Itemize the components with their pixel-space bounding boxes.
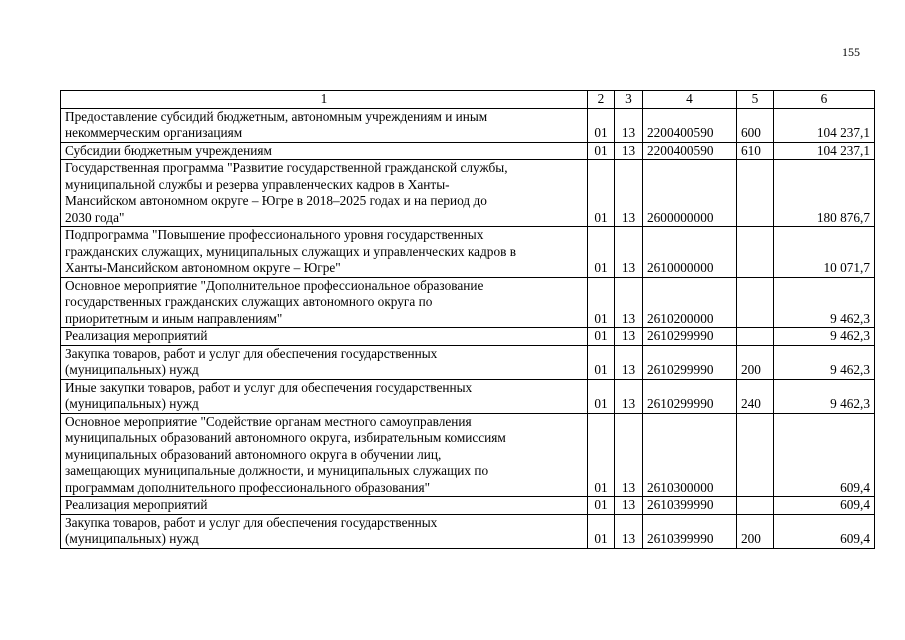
row-name-line: замещающих муниципальные должности, и муниципальных служащих по — [65, 463, 489, 478]
row-name-line: муниципальных образований автономного округа, избирательным комиссиям — [65, 430, 506, 445]
header-cell-subsection: 3 — [615, 91, 643, 109]
table-row — [61, 160, 875, 227]
row-name-line: Закупка товаров, работ и услуг для обеспечения государственных — [65, 345, 438, 361]
row-name-line: Реализация мероприятий — [65, 497, 208, 512]
page-number: 155 — [842, 45, 860, 59]
target-article-cell: 2610300000 — [643, 413, 737, 497]
target-article-cell: 2610399990 — [643, 514, 737, 548]
row-name-line: Мансийском автономном округе – Югре в 2018–2025 годах и на период до — [65, 193, 487, 208]
row-name-cell — [61, 108, 588, 142]
row-name-line: Подпрограмма "Повышение профессионального уровня государственных — [65, 227, 484, 242]
expense-type-cell: 240 — [737, 379, 774, 413]
row-name-cell — [61, 277, 588, 328]
row-name-cell — [61, 514, 588, 548]
target-article-cell: 2200400590 — [643, 108, 737, 142]
target-article-cell: 2610000000 — [643, 227, 737, 278]
section-code-cell: 01 — [588, 328, 615, 346]
subsection-code-cell: 13 — [615, 514, 643, 548]
amount-cell: 104 237,1 — [774, 142, 875, 160]
section-code-cell: 01 — [588, 108, 615, 142]
expense-type-cell — [737, 160, 774, 227]
amount-cell: 10 071,7 — [774, 227, 875, 278]
row-name-line: некоммерческим организациям — [65, 125, 243, 140]
amount-cell: 104 237,1 — [774, 108, 875, 142]
subsection-code-cell: 13 — [615, 142, 643, 160]
table-row — [61, 345, 875, 379]
header-cell-amount: 6 — [774, 91, 875, 109]
section-code-cell: 01 — [588, 413, 615, 497]
section-code-cell: 01 — [588, 227, 615, 278]
row-name-line: муниципальных образований автономного округа в обучении лиц, — [65, 446, 442, 462]
expense-type-cell — [737, 227, 774, 278]
expense-type-cell: 200 — [737, 345, 774, 379]
section-code-cell: 01 — [588, 277, 615, 328]
subsection-code-cell: 13 — [615, 277, 643, 328]
row-name-cell — [61, 142, 588, 160]
row-name-line: приоритетным и иным направлениям" — [65, 310, 283, 326]
expense-type-cell: 610 — [737, 142, 774, 160]
header-cell-expense-type: 5 — [737, 91, 774, 109]
amount-cell: 609,4 — [774, 497, 875, 515]
section-code-cell: 01 — [588, 142, 615, 160]
row-name-cell — [61, 497, 588, 515]
expense-type-cell: 200 — [737, 514, 774, 548]
expense-type-cell — [737, 328, 774, 346]
row-name-cell — [61, 379, 588, 413]
section-code-cell: 01 — [588, 514, 615, 548]
amount-cell: 609,4 — [774, 514, 875, 548]
table-row — [61, 497, 875, 515]
target-article-cell: 2610299990 — [643, 345, 737, 379]
row-name-line: Предоставление субсидий бюджетным, автономным учреждениям и иным — [65, 108, 488, 124]
section-code-cell: 01 — [588, 345, 615, 379]
subsection-code-cell: 13 — [615, 328, 643, 346]
row-name-line: государственных гражданских служащих автономного округа по — [65, 294, 433, 309]
table-row — [61, 142, 875, 160]
budget-table — [60, 90, 875, 549]
amount-cell: 9 462,3 — [774, 379, 875, 413]
row-name-line: Основное мероприятие "Содействие органам местного самоуправления — [65, 413, 472, 429]
row-name-line: Субсидии бюджетным учреждениям — [65, 142, 272, 158]
row-name-line: Основное мероприятие "Дополнительное профессиональное образование — [65, 277, 484, 293]
amount-cell: 9 462,3 — [774, 277, 875, 328]
amount-cell: 9 462,3 — [774, 345, 875, 379]
row-name-cell — [61, 227, 588, 278]
row-name-line: Закупка товаров, работ и услуг для обеспечения государственных — [65, 514, 438, 530]
table-row — [61, 514, 875, 548]
expense-type-cell — [737, 497, 774, 515]
subsection-code-cell: 13 — [615, 345, 643, 379]
target-article-cell: 2600000000 — [643, 160, 737, 227]
table-row — [61, 413, 875, 497]
section-code-cell: 01 — [588, 379, 615, 413]
row-name-line: муниципальной службы и резерва управленческих кадров в Ханты- — [65, 176, 450, 192]
table-row — [61, 379, 875, 413]
subsection-code-cell: 13 — [615, 497, 643, 515]
amount-cell: 609,4 — [774, 413, 875, 497]
row-name-line: Государственная программа "Развитие государственной гражданской службы, — [65, 160, 508, 175]
amount-cell: 9 462,3 — [774, 328, 875, 346]
header-cell-target-article: 4 — [643, 91, 737, 109]
target-article-cell: 2610399990 — [643, 497, 737, 515]
expense-type-cell — [737, 277, 774, 328]
subsection-code-cell: 13 — [615, 379, 643, 413]
section-code-cell: 01 — [588, 160, 615, 227]
amount-cell: 180 876,7 — [774, 160, 875, 227]
target-article-cell: 2610299990 — [643, 328, 737, 346]
row-name-line: (муниципальных) нужд — [65, 362, 199, 377]
table-row — [61, 277, 875, 328]
subsection-code-cell: 13 — [615, 227, 643, 278]
row-name-cell — [61, 345, 588, 379]
row-name-cell — [61, 328, 588, 346]
row-name-line: Реализация мероприятий — [65, 328, 208, 343]
table-row — [61, 227, 875, 278]
row-name-line: (муниципальных) нужд — [65, 396, 199, 411]
row-name-line: Ханты-Мансийском автономном округе – Югре" — [65, 260, 341, 275]
target-article-cell: 2200400590 — [643, 142, 737, 160]
target-article-cell: 2610299990 — [643, 379, 737, 413]
header-cell-section: 2 — [588, 91, 615, 109]
row-name-line: гражданских служащих, муниципальных служащих и управленческих кадров в — [65, 243, 516, 259]
row-name-cell — [61, 160, 588, 227]
table-header-row — [61, 91, 875, 109]
section-code-cell: 01 — [588, 497, 615, 515]
subsection-code-cell: 13 — [615, 108, 643, 142]
row-name-line: 2030 года" — [65, 209, 125, 225]
subsection-code-cell: 13 — [615, 160, 643, 227]
expense-type-cell — [737, 413, 774, 497]
row-name-line: (муниципальных) нужд — [65, 531, 199, 546]
table-row — [61, 108, 875, 142]
subsection-code-cell: 13 — [615, 413, 643, 497]
row-name-line: Иные закупки товаров, работ и услуг для обеспечения государственных — [65, 379, 473, 395]
table-row — [61, 328, 875, 346]
expense-type-cell: 600 — [737, 108, 774, 142]
row-name-cell — [61, 413, 588, 497]
target-article-cell: 2610200000 — [643, 277, 737, 328]
row-name-line: программам дополнительного профессионального образования" — [65, 479, 431, 495]
header-cell-name: 1 — [61, 91, 588, 109]
